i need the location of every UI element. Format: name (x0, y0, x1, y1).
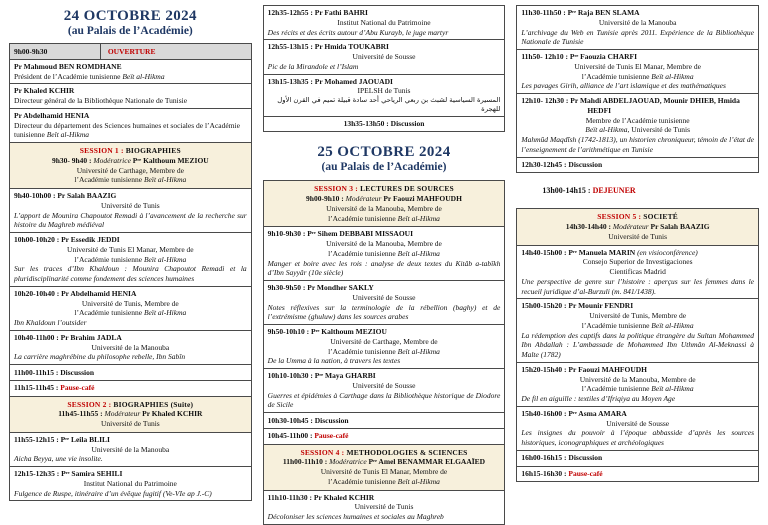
moderator-line (268, 457, 501, 467)
session-header-row (264, 181, 505, 227)
talk-row (10, 433, 251, 467)
talk-heading-line (268, 42, 501, 52)
day-title-venue: (au Palais de l’Académie) (67, 25, 193, 37)
session-header-row (517, 209, 758, 245)
break-row (264, 429, 505, 445)
talk-heading: 14h40-15h00 : Pʳᵉ Manuela MARIN (521, 247, 636, 257)
moderator-affiliation: Université de Carthage, Membre de (76, 165, 184, 175)
moderator-affiliation: l’Académie tunisienne Beït al-Hikma (328, 213, 440, 223)
talk-title: L’apport de Mounira Chapoutot Remadi à l’avancement de la recherche sur histoire du Maghreb médiéval (14, 210, 247, 230)
talk-heading-line (14, 333, 247, 343)
moderator-label: Modérateur (345, 194, 384, 204)
talk-title: Fulgence de Ruspe, itinéraire d’un évêque fugitif (Ve-VIe ap J.-C) (14, 488, 212, 498)
talk-title: Une perspective de genre sur l’histoire : aperçus sur les femmes dans le recueil juridique d’al-Burzuli (m. 841/1438). (521, 276, 754, 296)
program-table (516, 5, 759, 173)
day-title (9, 8, 252, 37)
talk-row (10, 233, 251, 287)
talk-heading-line (268, 327, 501, 337)
talk-affiliation: Université de Sousse (352, 292, 416, 302)
talk-row (517, 6, 758, 50)
moderator-name: Pʳᵉ Kalthoum MEZIOU (132, 155, 209, 165)
talk-heading-line (268, 283, 501, 293)
talk-heading-line (268, 77, 501, 87)
talk-affiliation: Université de Sousse (606, 418, 670, 428)
break-label: Pause-café (314, 431, 349, 441)
talk-heading-line (268, 493, 501, 503)
talk-heading: 11h55-12h15 : Pʳᵉ Leila BLILI (14, 434, 110, 444)
talk-title: L’archivage du Web en Tunisie après 2011. Expérience de la Bibliothèque Nationale de Tunisie (521, 27, 754, 47)
talk-title: Les pavages Girih, alliance de l’art islamique et des mathématiques (521, 81, 726, 91)
person-name: Pr Mahmoud BEN ROMDHANE (14, 61, 122, 71)
talk-heading-line (268, 8, 501, 18)
discussion-row: 11h00-11h15 : Discussion (10, 365, 251, 381)
program-table (263, 180, 506, 525)
session-heading (14, 146, 247, 156)
session-title: BIOGRAPHIES (Suite) (113, 399, 194, 409)
session-heading (14, 400, 247, 410)
academy-name-italic: Beït al-Hikma (143, 254, 187, 264)
talk-heading: 12h10- 12h30 : Pr Mahdi ABDELJAOUAD, Mounir DHIEB, Hmida HEDFI (521, 96, 740, 115)
talk-affiliation: Institut National du Patrimoine (83, 478, 177, 488)
lunch-label: DEJEUNER (592, 186, 636, 196)
talk-title: Manger et boire avec les rois : analyse de deux textes du Kitâb a-tabîkh d’Ibn Sayyâr (10e siècle) (267, 258, 501, 278)
break-label: Pause-café (568, 469, 603, 478)
talk-heading-line (14, 191, 247, 201)
talk-row (517, 407, 758, 451)
session-number: SESSION 4 : (300, 447, 345, 457)
talk-row (264, 491, 505, 524)
academy-name-italic: Beït al-Hikma (397, 476, 440, 486)
talk-affiliation: Université de Sousse (352, 380, 416, 390)
session-heading (521, 212, 754, 222)
talk-row (10, 189, 251, 233)
talk-heading-line (521, 301, 754, 311)
talk-affiliation: Université de Sousse (352, 52, 416, 61)
talk-affiliation: Institut National du Patrimoine (337, 17, 431, 27)
program-column-2 (263, 5, 506, 525)
academy-name-italic: Beït al-Hikma (651, 71, 694, 81)
moderator-affiliation: Université de Tunis (608, 231, 668, 241)
academy-name-italic: Beït al-Hikma (397, 213, 440, 223)
talk-title: De fil en aiguille : textiles d’Ifriqiya au Moyen Age (521, 394, 676, 403)
moderator-line (268, 194, 501, 204)
session-header-row (10, 397, 251, 433)
talk-heading: 11h30-11h50 : Pʳᵉ Raja BEN SLAMA (521, 8, 640, 17)
talk-heading: 13h15-13h35 : Pr Mohamed JAOUADI (267, 76, 393, 86)
person-row (10, 60, 251, 85)
session-title: BIOGRAPHIES (125, 146, 181, 155)
moderator-name: Pʳᵉ Amel BENAMMAR ELGAAÏED (368, 457, 486, 467)
moderator-line (14, 409, 247, 419)
talk-row (517, 94, 758, 158)
academy-name-italic: Beït al-Hikma (143, 175, 187, 185)
session-number: SESSION 5 : (597, 212, 642, 222)
talk-row (10, 331, 251, 365)
talk-title: Sur les traces d’Ibn Khaldoun : Mounira Chapoutot Remadi et la pluridisciplinarité comme fondement des sciences humaines (14, 264, 247, 283)
talk-title: De la Umma à la nation, à travers les textes (267, 356, 401, 366)
talk-heading-line (268, 229, 501, 239)
day-title-venue: (au Palais de l’Académie) (321, 161, 447, 174)
moderator-affiliation: l’Académie tunisienne Beït al-Hikma (74, 175, 187, 185)
talk-affiliation: Université de la Manouba (598, 17, 677, 27)
break-label: Pause-café (60, 383, 95, 393)
talk-affiliation: l’Académie tunisienne Beït al-Hikma (74, 308, 187, 318)
person-name: Pr Abdelhamid HENIA (14, 110, 90, 120)
talk-row (264, 325, 505, 369)
opening-row (10, 44, 251, 60)
academy-name-italic: Beït al-Hikma (651, 320, 694, 330)
lunch-time: 13h00-14h15 : (542, 186, 593, 196)
talk-affiliation: Université de Carthage, Membre de (330, 336, 438, 346)
moderator-label: Modératrice (93, 155, 133, 165)
talk-row (517, 363, 758, 407)
talk-title: Ibn Khaldoun l’outsider (14, 318, 87, 327)
talk-row (264, 281, 505, 325)
moderator-time: 14h30-14h40 : (565, 222, 613, 231)
talk-affiliation: Université de la Manouba (91, 342, 170, 352)
moderator-label: Modérateur (612, 222, 651, 231)
talk-heading: 10h20-10h40 : Pr Abdelhamid HENIA (14, 288, 137, 298)
talk-heading: 9h30-9h50 : Pr Mondher SAKLY (267, 283, 374, 293)
talk-affiliation: l’Académie tunisienne Beït al-Hikma (328, 248, 440, 258)
talk-heading-line (521, 96, 754, 116)
academy-name-italic: Beït al-Hikma (397, 248, 440, 258)
session-title: LECTURES DE SOURCES (360, 184, 454, 194)
academy-name-italic: Beït al-Hikma (46, 130, 89, 140)
person-row (10, 109, 251, 143)
talk-title: La rédemption des captifs dans la politique étrangère du Sultan Mohammed Ibn Abdallah : L’ambassade de Mohammed Ibn Uthmân Al-Meknassi à Malte (1782) (521, 330, 754, 359)
talk-row (10, 467, 251, 500)
talk-heading: 9h40-10h00 : Pr Salah BAAZIG (14, 191, 117, 200)
program-table (516, 208, 759, 482)
talk-heading: 10h40-11h00 : Pr Brahim JADLA (14, 332, 122, 342)
talk-title: La carrière maghrébine du philosophe rebelle, Ibn Sabîn (14, 352, 186, 362)
moderator-line (521, 222, 754, 232)
talk-title: Guerres et épidémies à Carthage dans la Bibliothèque historique de Diodore de Sicile (267, 390, 501, 410)
academy-name-italic: Beït al-Hikma (122, 71, 165, 81)
talk-title: Mahmūd Maqdīsh (1742-1813), un historien chroniqueur, témoin de l’état de l’enseignement de l’arithmétique en Tunisie (521, 135, 754, 154)
talk-heading-line (521, 8, 754, 18)
program-column-3 (516, 5, 759, 525)
talk-affiliation: l’Académie tunisienne Beït al-Hikma (328, 346, 440, 356)
talk-affiliation: Membre de l’Académie tunisienne (585, 115, 690, 125)
talk-affiliation: IPELSH de Tunis (357, 86, 411, 96)
moderator-affiliation: Université de Tunis El Manar, Membre de (320, 467, 448, 477)
break-row (517, 467, 758, 482)
session-header-row (264, 445, 505, 491)
moderator-name: Pr Salah BAAZIG (650, 222, 710, 231)
academy-name-italic: Beït al-Hikma (143, 308, 187, 318)
session-header-row (10, 143, 251, 189)
moderator-affiliation: Université de Tunis (100, 419, 160, 428)
talk-heading: 15h20-15h40 : Pr Faouzi MAHFOUDH (521, 364, 648, 374)
talk-heading: 9h10-9h30 : Pʳᵉ Sihem DEBBABI MISSAOUI (267, 229, 413, 239)
person-name: Pr Khaled KCHIR (14, 86, 75, 96)
opening-time: 9h00-9h30 (14, 46, 48, 56)
day-title (263, 144, 506, 173)
moderator-time: 9h30- 9h40 : (51, 155, 94, 165)
discussion-row: 10h30-10h45 : Discussion (264, 413, 505, 429)
talk-title: Pic de la Mirandole et l’Islam (267, 61, 359, 71)
talk-row (264, 6, 505, 40)
person-role: Président de l’Académie tunisienne Beït al-Hikma (14, 71, 165, 81)
person-role: Directeur du département des Sciences humaines et sociales de l’Académie tunisienne Beït al-Hikma (14, 120, 240, 140)
talk-heading: 15h00-15h20 : Pr Mounir FENDRI (521, 301, 634, 311)
talk-row (517, 299, 758, 363)
talk-heading: 10h00-10h20 : Pr Essedik JEDDI (14, 235, 120, 244)
talk-title-arabic: المسيرة السياسية لشبث بن ربعي الرياحي أحد سادة قبيلة تميم في القرن الأول للهجرة (277, 96, 501, 113)
session-number: SESSION 2 : (67, 399, 112, 409)
talk-title: Décoloniser les sciences humaines et sociales au Maghreb (267, 512, 444, 522)
talk-heading-line (14, 235, 247, 245)
talk-row (264, 227, 505, 281)
break-time: 16h15-16h30 : (521, 469, 569, 478)
talk-affiliation: l’Académie tunisienne Beït al-Hikma (581, 384, 694, 394)
talk-heading-line (14, 469, 247, 479)
session-title: METHODOLOGIES & SCIENCES (346, 447, 468, 457)
talk-affiliation: Université de Tunis El Manar, Membre de (67, 244, 194, 254)
discussion-row: 12h30-12h45 : Discussion (521, 160, 603, 169)
talk-title: Les insignes du pouvoir à l’époque abbasside d’après les sources historiques, iconographiques et archéologiques (521, 428, 754, 447)
talk-heading: 11h10-11h30 : Pr Khaled KCHIR (267, 492, 375, 502)
talk-affiliation: Cientificas Madrid (609, 267, 666, 276)
talk-affiliation: Université de Tunis (354, 502, 414, 512)
moderator-affiliation: l’Académie tunisienne Beït al-Hikma (328, 476, 440, 486)
person-row (10, 84, 251, 109)
moderator-affiliation: Université de la Manouba, Membre de (326, 203, 442, 213)
moderator-time: 11h00-11h10 : (282, 457, 330, 467)
moderator-label: Modérateur (104, 409, 143, 419)
talk-row (264, 369, 505, 413)
talk-row (264, 40, 505, 74)
moderator-line (14, 156, 247, 166)
moderator-name: Pr Khaled KCHIR (142, 409, 203, 419)
academy-name-italic: Beït al-Hikma (585, 125, 628, 135)
talk-affiliation: l’Académie tunisienne Beït al-Hikma (74, 254, 187, 264)
moderator-time: 11h45-11h55 : (58, 409, 105, 419)
program-table (263, 5, 506, 132)
talk-affiliation: l’Académie tunisienne Beït al-Hikma (581, 320, 694, 330)
session-number: SESSION 3 : (314, 184, 358, 194)
discussion-row: 13h35-13h50 : Discussion (343, 119, 425, 129)
talk-row (264, 75, 505, 117)
talk-heading-line (521, 248, 754, 258)
moderator-label: Modératrice (329, 457, 369, 467)
talk-affiliation: l’Académie tunisienne Beït al-Hikma (581, 71, 694, 81)
talk-heading-line (14, 289, 247, 299)
talk-affiliation: Université de Tunis El Manar, Membre de (574, 61, 701, 71)
talk-affiliation: Université de Tunis (100, 200, 160, 210)
talk-heading-line (268, 371, 501, 381)
talk-title: Aicha Beyya, une vie insolite. (14, 454, 103, 464)
talk-heading-line (14, 435, 247, 445)
talk-heading: 9h50-10h10 : Pʳᵉ Kalthoum MEZIOU (267, 327, 387, 337)
break-time: 10h45-11h00 : (267, 431, 315, 441)
talk-heading: 11h50- 12h10 : Pʳᵉ Faouzia CHARFI (521, 52, 638, 61)
person-role: Directeur général de la Bibliothèque Nationale de Tunisie (14, 96, 188, 105)
talk-row (517, 246, 758, 300)
session-heading (268, 184, 501, 194)
talk-heading-line (521, 52, 754, 62)
talk-heading: 12h35-12h55 : Pr Fathi BAHRI (267, 8, 368, 17)
talk-affiliation: Université de la Manouba, Membre de (579, 374, 696, 384)
break-row (10, 381, 251, 397)
day-title-date: 24 OCTOBRE 2024 (63, 8, 197, 24)
talk-affiliation: Beït al-Hikma, Université de Tunis (585, 125, 691, 135)
moderator-name: Pr Faouzi MAHFOUDH (383, 194, 462, 204)
session-heading (268, 448, 501, 458)
talk-title: Notes réflexives sur la terminologie de la rébellion (baghy) et de l’extrémisme (ghuluw) dans les sources arabes (267, 302, 501, 322)
talk-affiliation: Université de Tunis, Membre de (81, 298, 179, 308)
talk-heading: 12h55-13h15 : Pr Hmida TOUKABRI (267, 42, 389, 52)
opening-label: OUVERTURE (100, 44, 251, 59)
discussion-row: 16h00-16h15 : Discussion (517, 451, 758, 467)
break-time: 11h15-11h45 : (14, 383, 61, 393)
talk-affiliation: Université de Tunis, Membre de (589, 311, 687, 320)
talk-note: (en visioconférence) (635, 247, 698, 257)
talk-heading-line (521, 365, 754, 375)
talk-heading: 12h15-12h35 : Pʳᵉ Samira SEHILI (14, 469, 123, 478)
talk-heading: 10h10-10h30 : Pʳᵉ Maya GHARBI (267, 371, 376, 381)
session-number: SESSION 1 : (79, 146, 124, 155)
talk-heading: 15h40-16h00 : Pʳᵉ Asma AMARA (521, 408, 627, 418)
talk-affiliation: Université de la Manouba, Membre de (326, 239, 442, 249)
session-title: SOCIETÉ (643, 212, 679, 222)
talk-title: Des récits et des écrits autour d’Abu Kurayb, le juge martyr (267, 27, 449, 37)
academy-name-italic: Beït al-Hikma (651, 384, 694, 394)
talk-affiliation: Consejo Superior de Investigaciones (582, 257, 693, 267)
talk-row (10, 287, 251, 331)
program-table (9, 43, 252, 501)
academy-name-italic: Beït al-Hikma (397, 346, 440, 356)
day-title-date: 25 OCTOBRE 2024 (317, 144, 451, 161)
talk-heading-line (521, 409, 754, 419)
talk-row (517, 50, 758, 94)
lunch-line (542, 186, 759, 195)
talk-affiliation: Université de la Manouba (91, 444, 170, 454)
program-column-1 (9, 5, 252, 525)
moderator-time: 9h00-9h10 : (306, 194, 346, 204)
